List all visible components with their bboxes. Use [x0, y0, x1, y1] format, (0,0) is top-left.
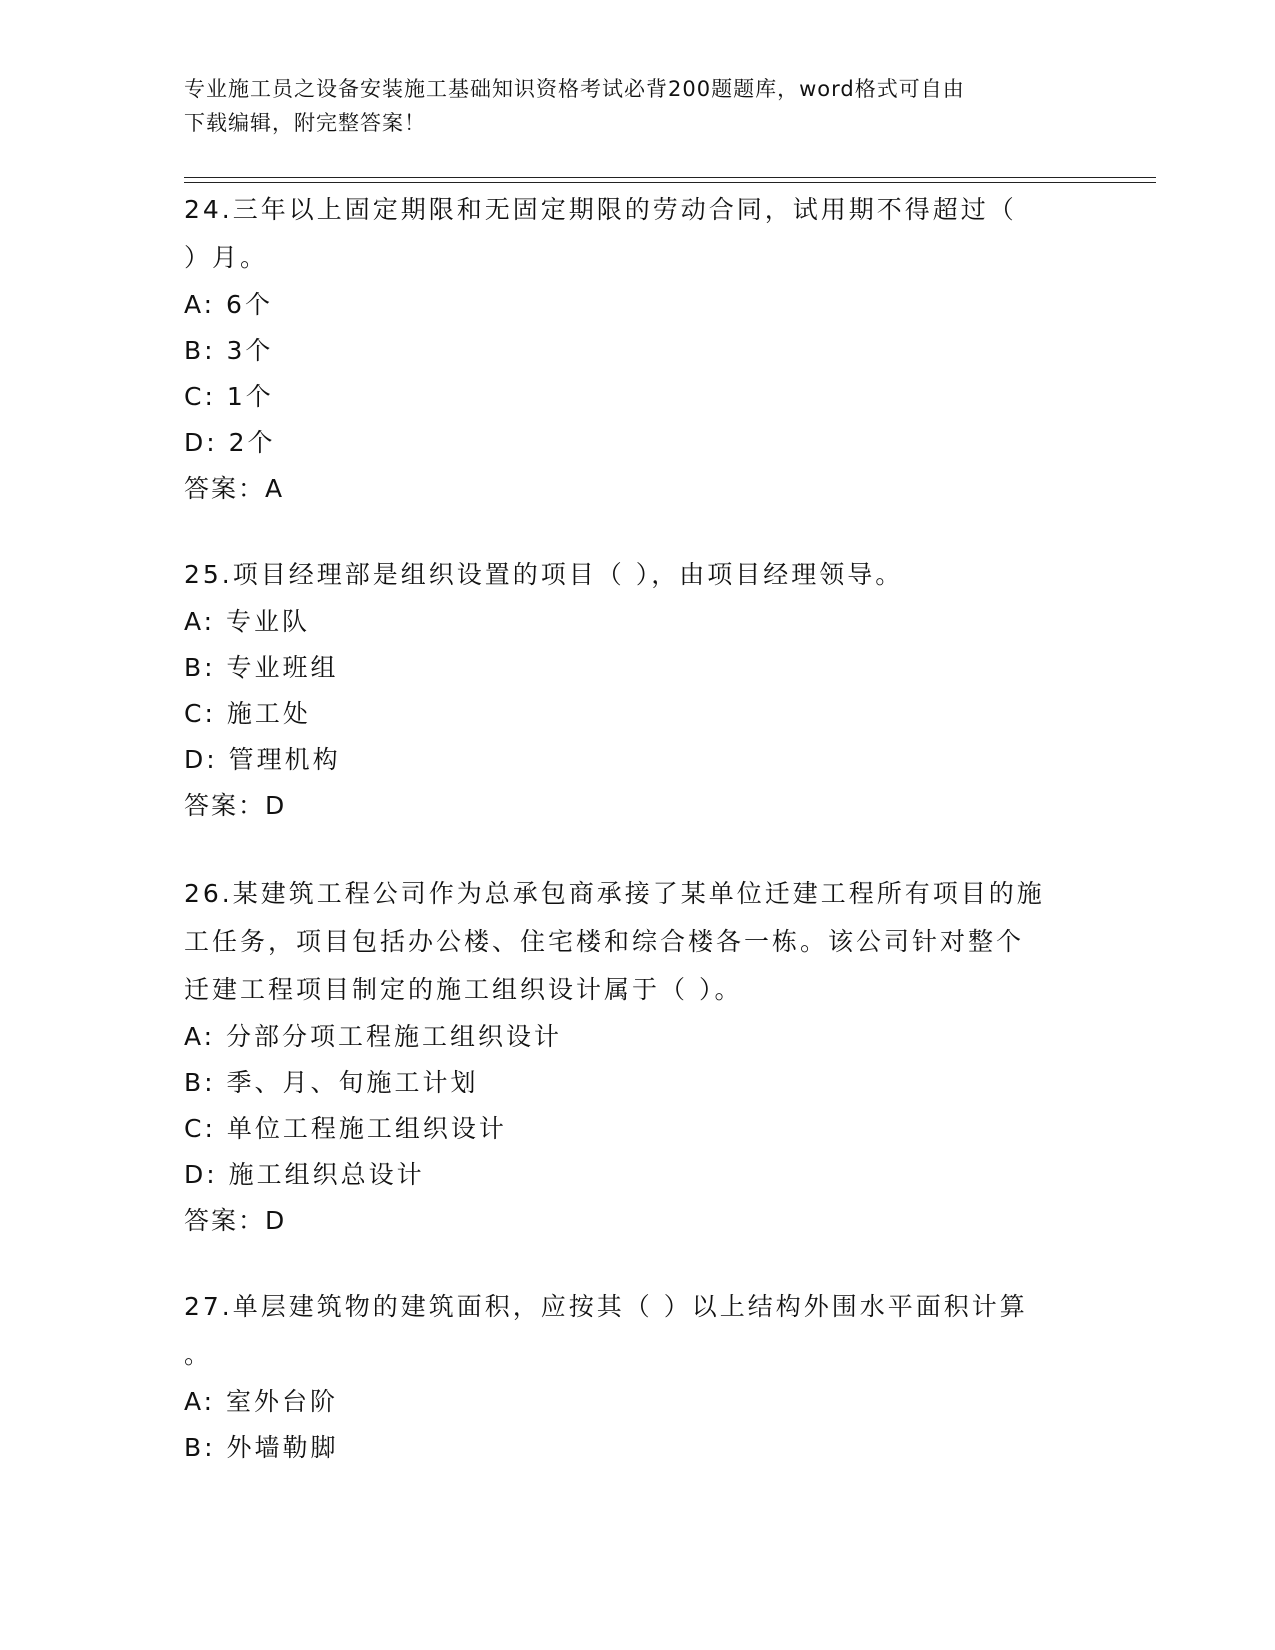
- option-c: C: 1个: [184, 382, 274, 411]
- option-b: B: 季、月、旬施工计划: [184, 1068, 479, 1097]
- question-stem-line: 工任务，项目包括办公楼、住宅楼和综合楼各一栋。该公司针对整个: [184, 927, 1025, 956]
- option-d: D: 2个: [184, 428, 276, 457]
- question-stem-line: ）月。: [184, 243, 269, 272]
- question-25: [184, 551, 1084, 829]
- header-line-1: 专业施工员之设备安装施工基础知识资格考试必背200题题库，word格式可自由: [184, 77, 965, 101]
- question-stem-line: 27.单层建筑物的建筑面积，应按其（ ）以上结构外围水平面积计算: [184, 1292, 1028, 1321]
- answer-line: 答案：D: [184, 1206, 287, 1235]
- option-a: A: 室外台阶: [184, 1387, 339, 1416]
- option-b: B: 专业班组: [184, 653, 339, 682]
- document-header: [184, 72, 1064, 140]
- question-stem-line: 24.三年以上固定期限和无固定期限的劳动合同，试用期不得超过（: [184, 195, 1017, 224]
- option-c: C: 施工处: [184, 699, 311, 728]
- option-b: B: 外墙勒脚: [184, 1433, 339, 1462]
- option-a: A: 6个: [184, 290, 273, 319]
- option-d: D: 管理机构: [184, 745, 341, 774]
- question-24: [184, 186, 1084, 512]
- option-b: B: 3个: [184, 336, 274, 365]
- option-a: A: 分部分项工程施工组织设计: [184, 1022, 563, 1051]
- option-d: D: 施工组织总设计: [184, 1160, 425, 1189]
- option-a: A: 专业队: [184, 607, 311, 636]
- question-stem-line: 迁建工程项目制定的施工组织设计属于（ ）。: [184, 975, 743, 1004]
- question-26: [184, 870, 1084, 1244]
- question-27: [184, 1283, 1084, 1471]
- question-stem-line: 。: [184, 1340, 213, 1369]
- header-line-2: 下载编辑，附完整答案！: [184, 111, 426, 135]
- header-divider-bottom: [184, 182, 1156, 183]
- answer-line: 答案：D: [184, 791, 287, 820]
- question-stem-line: 26.某建筑工程公司作为总承包商承接了某单位迁建工程所有项目的施: [184, 879, 1045, 908]
- option-c: C: 单位工程施工组织设计: [184, 1114, 507, 1143]
- answer-line: 答案：A: [184, 474, 285, 503]
- header-divider-top: [184, 177, 1156, 178]
- question-stem-line: 25.项目经理部是组织设置的项目（ ），由项目经理领导。: [184, 560, 904, 589]
